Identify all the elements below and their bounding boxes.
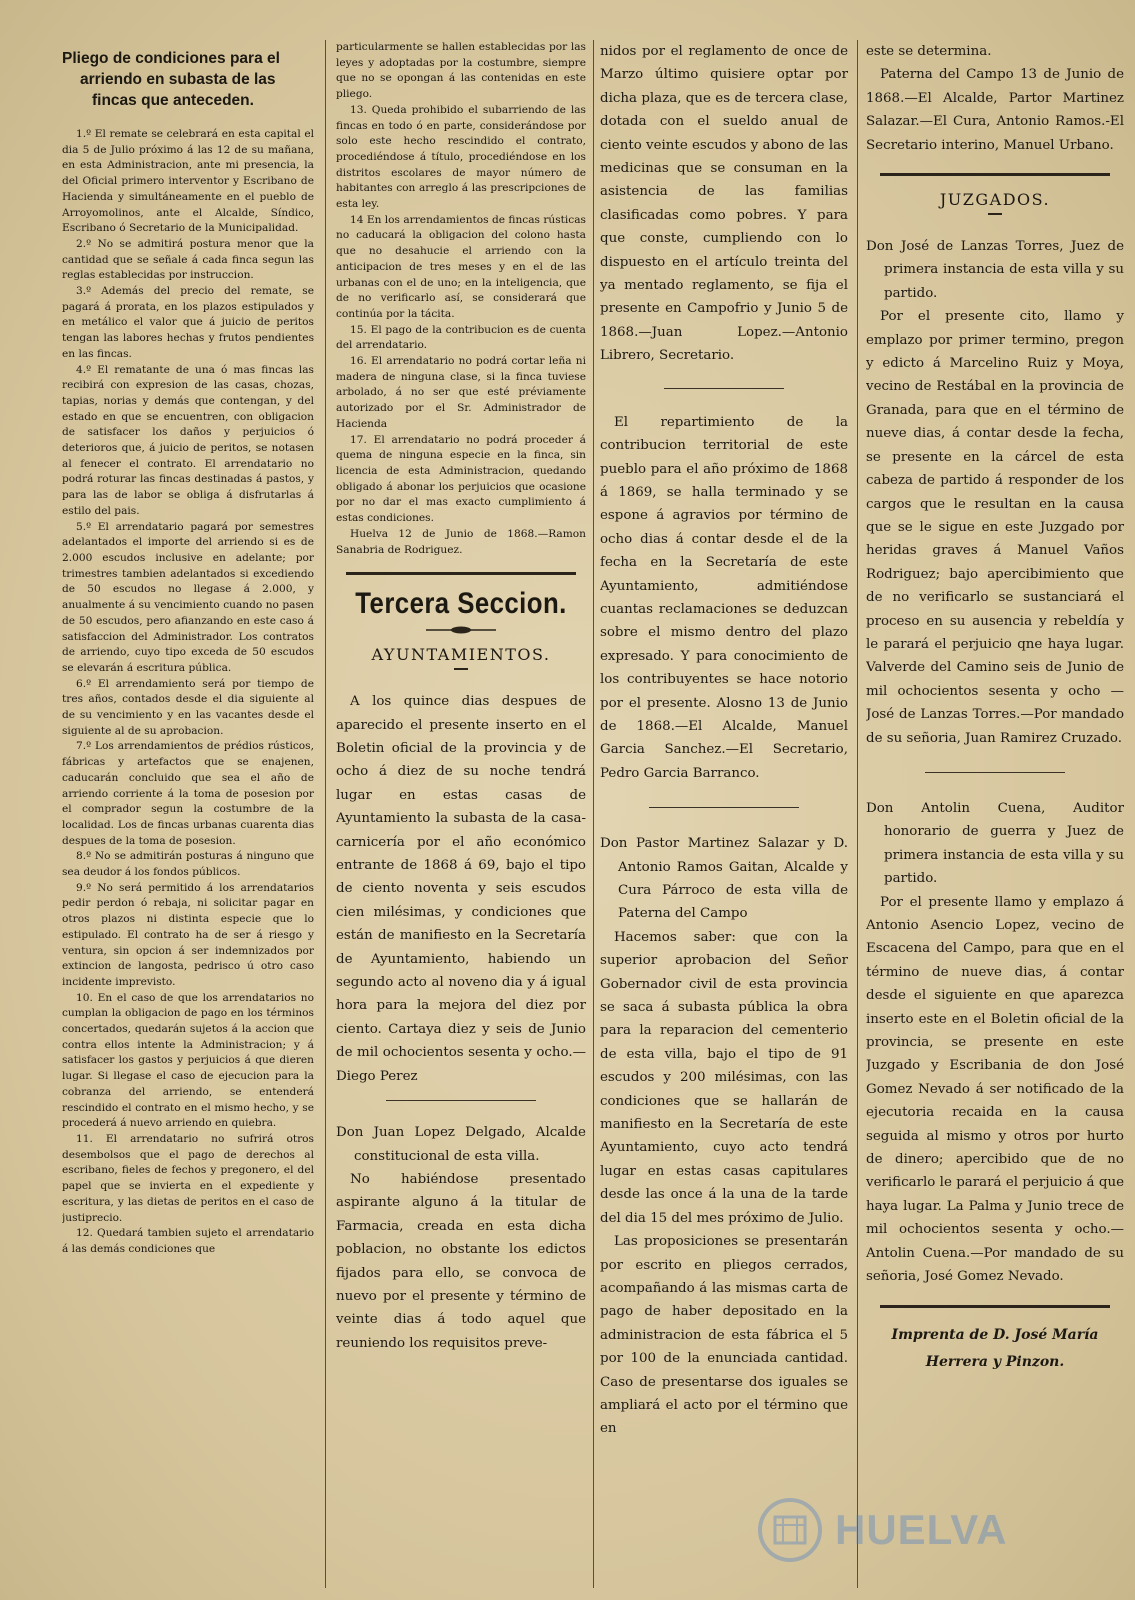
edict-campofrio-continued xyxy=(600,40,848,368)
condition-paragraph: 9.º No será permitido á los arrendatarios pedir perdon ó rebaja, ni solicitar pagar en otros plazos ni distinta especie que lo estipulado. El contrato ha de ser á riesgo y ventura, sin opcion á ser indemnizados por extincion de langosta, pedrisco ú otro caso incidente imprevisto. xyxy=(62,881,314,988)
condition-paragraph: 2.º No se admitirá postura menor que la cantidad que se señale á cada finca segun las reglas establecidas por instruccion. xyxy=(62,237,314,282)
heading-line: arriendo en subasta de las xyxy=(80,71,276,88)
condition-paragraph: 8.º No se admitirán posturas á ninguno que sea deudor á los fondos públicos. xyxy=(62,850,314,879)
imprint-line: Herrera y Pinzon. xyxy=(925,1353,1065,1370)
condition-paragraph: 12. Quedará tambien sujeto el arrendatario á las demás condiciones que xyxy=(62,1227,314,1255)
edict-text: Hacemos saber: que con la superior aprobacion del Señor Gobernador civil de esta provincia se saca á subasta pública la obra para la reparacion del cementerio de esta villa, bajo el tipo de 91 escudos y 200 milésimas, con las condiciones que se hallarán de manifiesto en la Secretaría de este Ayuntamiento, cuyo acto tendrá lugar en estas casas capitulares desde las once á la una de la tarde del dia 15 del mes próximo de Julio. xyxy=(600,929,848,1226)
edict-text: Por el presente llamo y emplazo á Antonio Asencio Lopez, vecino de Escacena del Campo, para que en el término de nueve dias, á contar desde el siguiente en que aparezca inserto este en el Boletin oficial de la provincia, se presente en este Juzgado y Escribania de don José Gomez Nevado á ser notificado de la ejecutoria recaida en la causa seguida al mismo y otros por hurto de dinero; apercibido que de no verificarlo le parará el perjuicio á que haya lugar. La Palma y Junio trece de mil ochocientos sesenta y ocho.—Antolin Cuena.—Por mandado de su señoria, José Gomez Nevado. xyxy=(866,894,1124,1285)
column-1 xyxy=(62,40,314,1590)
edict-text: El repartimiento de la contribucion territorial de este pueblo para el año próximo de 1868 á 1869, se halla terminado y se espone á agravios por término de ocho dias á contar desde el de la fecha en la Secretaría de este Ayuntamiento, admitiéndose cuantas reclamaciones se deduzcan sobre el mismo dentro del plazo expresado. Y para conocimiento de los contribuyentes se hace notorio por el presente. Alosno 13 de Junio de 1868.—El Alcalde, Manuel Garcia Sanchez.—El Secretario, Pedro Garcia Barranco. xyxy=(600,414,848,781)
conditions-list-continued xyxy=(336,40,586,558)
edict-paterna-continued xyxy=(866,40,1124,157)
edict-text: Las proposiciones se presentarán por escrito en pliegos cerrados, acompañando á las mismas carta de pago de haber depositado en la administracion de esta fábrica el 5 por 100 de la enunciada cantidad. Caso de presentarse dos iguales se ampliará el acto por el término que en xyxy=(600,1234,848,1437)
separator-rule xyxy=(880,173,1110,176)
column-4 xyxy=(866,40,1124,1590)
edict-valverde xyxy=(866,235,1124,750)
heading-line: Pliego de condiciones para el xyxy=(62,50,280,67)
column-3 xyxy=(600,40,848,1590)
condition-paragraph: 11. El arrendatario no sufrirá otros desembolsos que el pago de derechos al escribano, fieles de fechos y pregonero, el del papel que se invierta en el expediente y escritura, y las dietas de peritos en el caso de justiprecio. xyxy=(62,1133,314,1224)
edict-heading: Don Antolin Cuena, Auditor honorario de guerra y Juez de primera instancia de esta villa y su partido. xyxy=(866,800,1124,887)
condition-paragraph: particularmente se hallen establecidas por las leyes y adoptadas por la costumbre, siempre que no se opongan á las contenidas en este pliego. xyxy=(336,41,586,101)
edict-text: este se determina. xyxy=(866,44,992,59)
ornament-divider xyxy=(336,625,586,635)
column-divider xyxy=(857,40,858,1588)
column-2 xyxy=(336,40,586,1590)
edict-heading: Don Pastor Martinez Salazar y D. Antonio Ramos Gaitan, Alcalde y Cura Párroco de esta villa de Paterna del Campo xyxy=(600,836,848,922)
conditions-heading xyxy=(62,48,314,111)
condition-paragraph: 4.º El rematante de una ó mas fincas las recibirá con expresion de las casas, chozas, tapias, norias y demás que contengan, y del estado en que se encuentren, con obligacion de satisfacer los daños y perjuicios ó deterioros que, á juicio de peritos, se notasen al fenecer el contrato. El arrendatario no podrá roturar las fincas destinadas á pastos, y para las de labor se obliga á disfrutarlas á estilo del pais. xyxy=(62,363,314,517)
archive-seal-icon xyxy=(755,1495,825,1565)
column-divider xyxy=(325,40,326,1588)
edict-text: nidos por el reglamento de once de Marzo último quisiere optar por dicha plaza, que es de tercera clase, dotada con el sueldo anual de ciento veinte escudos y abono de las medicinas que se consuman en la asistencia de las familias clasificadas como pobres. Y para que conste, cumpliendo con lo dispuesto en el artículo treinta del ya mentado reglamento, se fija el presente en Campofrio y Junio 5 de 1868.—Juan Lopez.—Antonio Librero, Secretario. xyxy=(600,44,848,364)
subsection-heading: AYUNTAMIENTOS. xyxy=(371,645,551,665)
condition-paragraph: 17. El arrendatario no podrá proceder á quema de ninguna especie en la finca, sin licencia de esta Administracion, quedando obligado á abonar los perjuicios que ocasione por no dar el mas exacto cumplimiento á estas condiciones. xyxy=(336,433,586,525)
separator-rule xyxy=(880,1305,1110,1308)
signature: Huelva 12 de Junio de 1868.—Ramon Sanabria de Rodriguez. xyxy=(336,527,586,556)
imprint-line: Imprenta de D. José María xyxy=(891,1326,1099,1343)
separator-rule xyxy=(386,1100,536,1101)
edict-text: Por el presente cito, llamo y emplazo por primer termino, pregon y edicto á Marcelino Ruiz y Moya, vecino de Restábal en la provincia de Granada, para que en el término de nueve dias, á contar desde la fecha, se presente en la cárcel de esta cabeza de partido á responder de los cargos que le resultan en la causa que se le sigue en este Juzgado por heridas graves á Manuel Vaños Rodriguez; bajo apercibimiento que de no verificarlo se sustanciará el proceso en su ausencia y rebeldía y le parará el perjuicio qne haya lugar. Valverde del Camino seis de Junio de mil ochocientos sesenta y ocho — José de Lanzas Torres.—Por mandado de su señoria, Juan Ramirez Cruzado. xyxy=(866,309,1124,746)
separator-rule xyxy=(649,807,799,808)
condition-paragraph: 3.º Además del precio del remate, se pagará á prorata, en los plazos estipulados y en metálico el valor que á juicio de peritos tengan las labores hechas y frutos pendientes en las fincas. xyxy=(62,285,314,360)
tiny-rule xyxy=(988,213,1002,215)
printer-imprint xyxy=(866,1322,1124,1376)
condition-paragraph: 6.º El arrendamiento será por tiempo de tres años, contados desde el dia siguiente al de su vencimiento y en las vacantes desde el siguiente al de su aprobacion. xyxy=(62,677,314,737)
separator-rule xyxy=(346,572,576,575)
archive-watermark xyxy=(755,1490,1065,1570)
edict-la-palma xyxy=(866,797,1124,1289)
edict-text: No habiéndose presentado aspirante alguno á la titular de Farmacia, creada en esta dicha poblacion, no obstante los edictos fijados para ello, se convoca de nuevo por el presente y término de veinte dias á todo aquel que reuniendo los requisitos preve- xyxy=(336,1171,586,1351)
condition-paragraph: 15. El pago de la contribucion es de cuenta del arrendatario. xyxy=(336,323,586,352)
edict-heading: Don Juan Lopez Delgado, Alcalde constitucional de esta villa. xyxy=(336,1125,586,1164)
edict-campofrio xyxy=(336,1121,586,1355)
subsection-heading: JUZGADOS. xyxy=(939,190,1051,210)
condition-paragraph: 13. Queda prohibido el subarriendo de las fincas en todo ó en parte, considerándose por solo este hecho rescindido el contrato, procediéndose á título, procediéndose en los distritos escolares de mayor número de habitantes con arreglo á las prescripciones de esta ley. xyxy=(336,103,586,211)
section-title: Tercera Seccion. xyxy=(355,587,567,621)
edict-heading: Don José de Lanzas Torres, Juez de primera instancia de esta villa y su partido. xyxy=(866,239,1124,301)
edict-text: A los quince dias despues de aparecido el presente inserto en el Boletin oficial de la provincia y de ocho á diez de su noche tendrá lugar en estas casas de Ayuntamiento la subasta de la casa-carnicería por el año económico entrante de 1868 á 69, bajo el tipo de ciento noventa y seis escudos cien milésimas, y condiciones que están de manifiesto en la Secretaría de Ayuntamiento, habiendo un segundo acto al noveno dia y á igual hora para la mejora del diez por ciento. Cartaya diez y seis de Junio de mil ochocientos sesenta y ocho.—Diego Perez xyxy=(336,694,586,1084)
separator-rule xyxy=(664,388,784,389)
heading-line: fincas que anteceden. xyxy=(92,92,254,109)
tiny-rule xyxy=(454,668,468,670)
condition-paragraph: 5.º El arrendatario pagará por semestres adelantados el importe del arriendo si es de 2.000 escudos inclusive en adelante; por trimestres tambien adelantados si excediendo de 50 escudos no llegase á 2.000, y anualmente á su vencimiento cuando no pasen de 50 escudos, pero afianzando en este caso á satisfaccion del Administrador. Los contratos de arriendo, cuyo tipo exceda de 50 escudos se elevarán á escritura pública. xyxy=(62,520,314,674)
edict-paterna xyxy=(600,832,848,1441)
condition-paragraph: 16. El arrendatario no podrá cortar leña ni madera de ninguna clase, si la finca tuviese arbolado, á no ser que esté préviamente autorizado por el Sr. Administrador de Hacienda xyxy=(336,355,586,430)
edict-cartaya xyxy=(336,690,586,1088)
conditions-list xyxy=(62,127,314,1258)
condition-paragraph: 1.º El remate se celebrará en esta capital el dia 5 de Julio próximo á las 12 de su mañana, en esta Administracion, ante mi presencia, la del Oficial primero interventor y Escribano de Hacienda y simultáneamente en el pueblo de Arroyomolinos, ante el Alcalde, Síndico, Escribano ó Secretario de la Municipalidad. xyxy=(62,128,314,235)
separator-rule xyxy=(925,772,1065,773)
watermark-text: HUELVA xyxy=(835,1506,1008,1553)
edict-alosno xyxy=(600,411,848,786)
signature: Paterna del Campo 13 de Junio de 1868.—El Alcalde, Partor Martinez Salazar.—El Cura, Antonio Ramos.-El Secretario interino, Manuel Urbano. xyxy=(866,67,1124,153)
condition-paragraph: 7.º Los arrendamientos de prédios rústicos, fábricas y artefactos que se enajenen, caducarán concluido que sea el año de arriendo corriente á la toma de posesion por el comprador segun la costumbre de la localidad. Los de fincas urbanas cuarenta dias despues de la toma de posesion. xyxy=(62,740,314,847)
column-divider xyxy=(593,40,594,1588)
condition-paragraph: 14 En los arrendamientos de fincas rústicas no caducará la obligacion del colono hasta que no desahucie el arriendo con la anticipacion de tres meses y en el de las urbanas con el de uno; en la inteligencia, que de no verificarlo así, se considerará que continúa por la tácita. xyxy=(336,213,586,320)
condition-paragraph: 10. En el caso de que los arrendatarios no cumplan la obligacion de pago en los términos concertados, quedarán sujetos á la accion que contra ellos intente la Administracion; y á satisfacer los gastos y perjuicios á que dieren lugar. Si llegase el caso de ejecucion para la cobranza del arriendo, se entenderá rescindido el contrato en el mismo hecho, y se procederá á nuevo arriendo en quiebra. xyxy=(62,991,314,1130)
